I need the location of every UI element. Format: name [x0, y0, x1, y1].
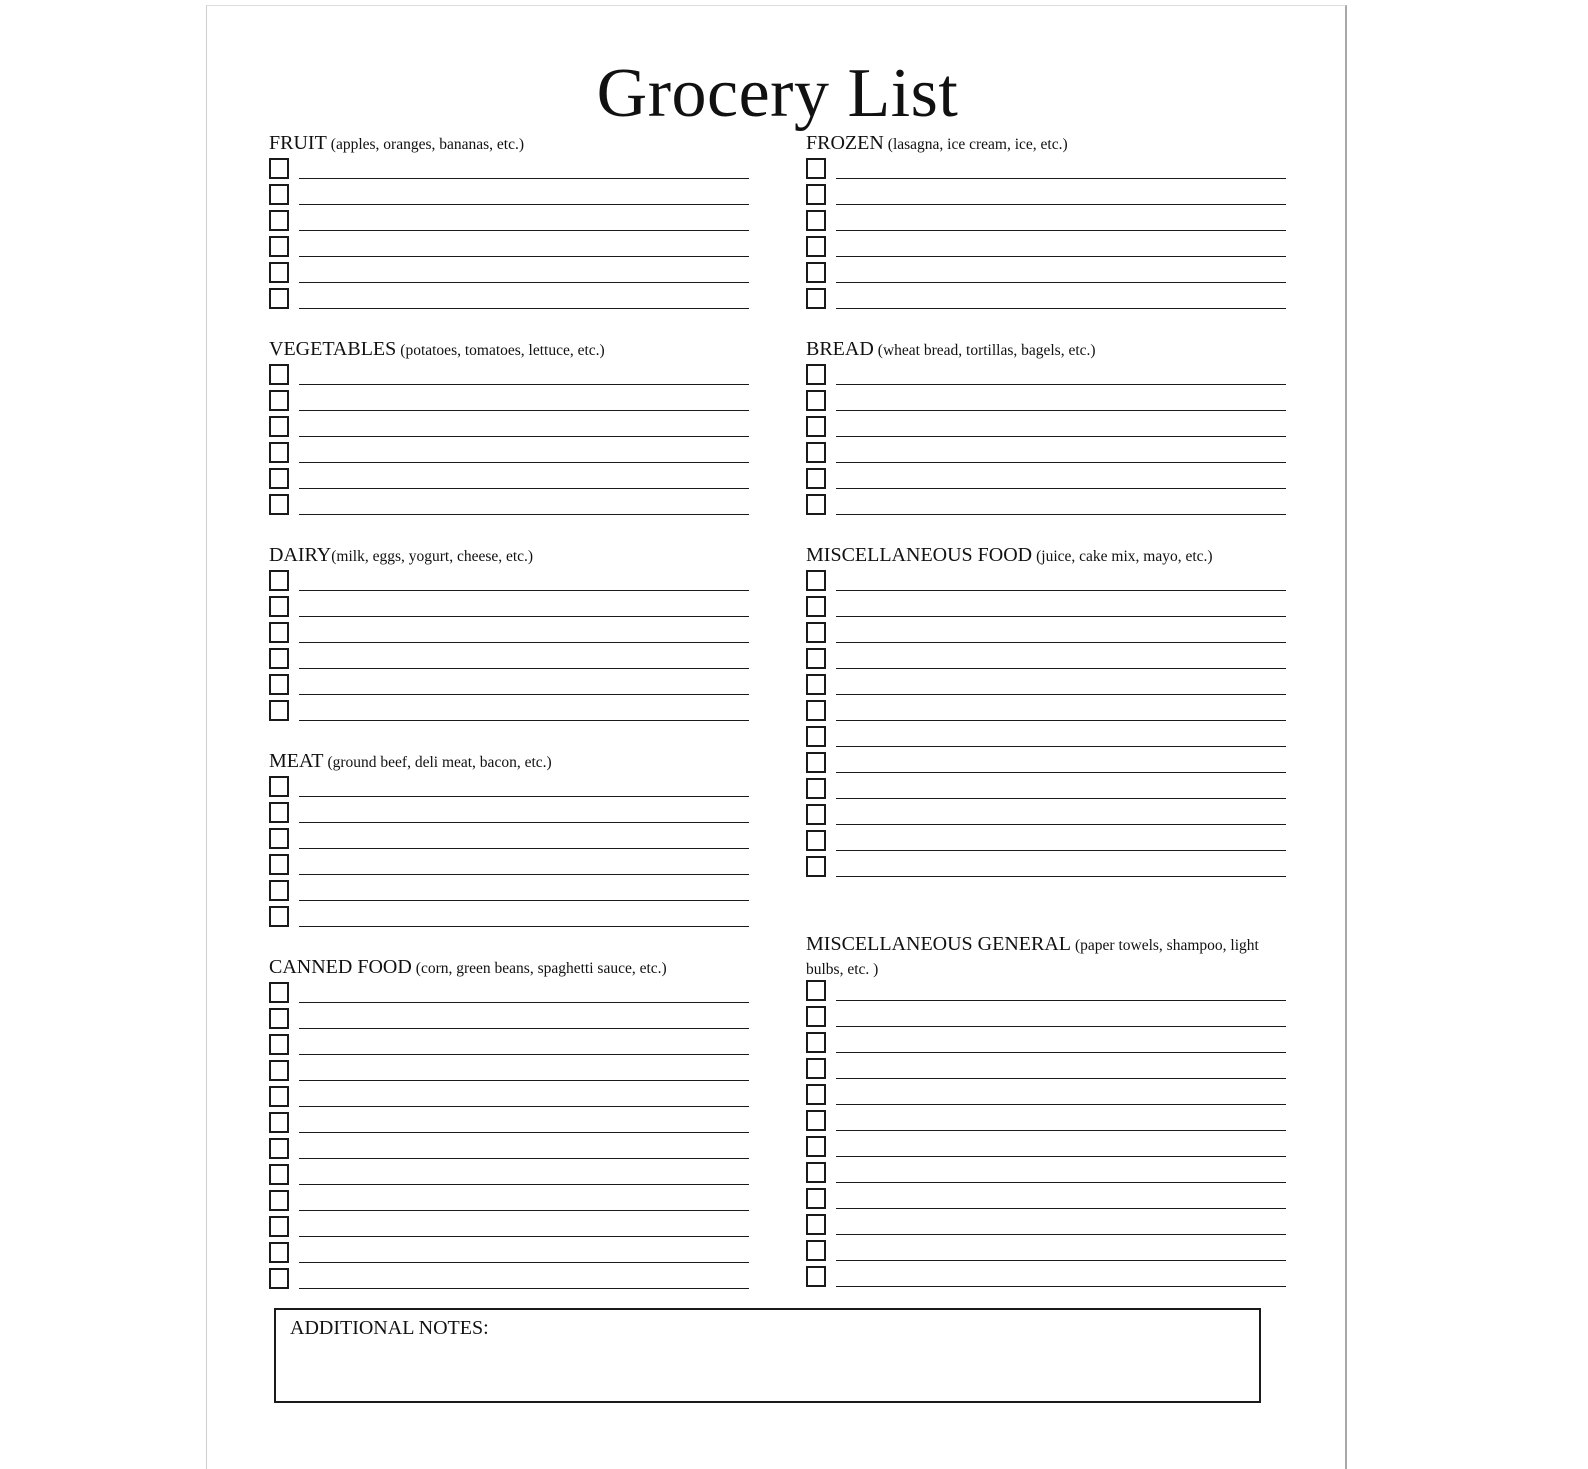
checklist-row	[806, 158, 1286, 180]
checkbox[interactable]	[806, 1188, 826, 1209]
checkbox[interactable]	[269, 1190, 289, 1211]
checklist-row	[269, 390, 749, 412]
write-in-line[interactable]	[299, 1054, 749, 1055]
checklist-row	[806, 416, 1286, 438]
checkbox[interactable]	[269, 982, 289, 1003]
checklist-row	[806, 494, 1286, 516]
write-in-line[interactable]	[836, 1286, 1286, 1287]
section-header	[269, 132, 524, 156]
additional-notes-box[interactable]	[274, 1308, 1261, 1403]
checklist-row	[269, 596, 749, 618]
write-in-line[interactable]	[836, 1078, 1286, 1079]
checklist-row	[269, 364, 749, 386]
write-in-line[interactable]	[836, 1104, 1286, 1105]
page-title: Grocery List	[596, 55, 959, 132]
write-in-line[interactable]	[299, 514, 749, 515]
checklist-row	[806, 570, 1286, 592]
write-in-line[interactable]	[299, 410, 749, 411]
section-examples: (paper towels, shampoo, light bulbs, etc. )	[806, 937, 1259, 978]
write-in-line[interactable]	[836, 1208, 1286, 1209]
checklist-row	[269, 158, 749, 180]
checklist-row	[806, 1058, 1286, 1080]
checklist-row	[806, 1032, 1286, 1054]
checklist-row	[269, 210, 749, 232]
checklist-row	[806, 1110, 1286, 1132]
checkbox[interactable]	[269, 236, 289, 257]
section-title: BREAD	[806, 338, 874, 360]
checkbox[interactable]	[269, 364, 289, 385]
write-in-line[interactable]	[836, 256, 1286, 257]
checklist-row	[806, 364, 1286, 386]
section-examples: (wheat bread, tortillas, bagels, etc.)	[877, 342, 1096, 359]
checkbox[interactable]	[806, 288, 826, 309]
checklist-row	[806, 1214, 1286, 1236]
checkbox[interactable]	[806, 1006, 826, 1027]
section-examples: (corn, green beans, spaghetti sauce, etc.)	[415, 960, 667, 977]
checkbox[interactable]	[806, 416, 826, 437]
write-in-line[interactable]	[299, 1002, 749, 1003]
checkbox[interactable]	[269, 1164, 289, 1185]
checkbox[interactable]	[806, 804, 826, 825]
write-in-line[interactable]	[836, 488, 1286, 489]
write-in-line[interactable]	[299, 1106, 749, 1107]
write-in-line[interactable]	[299, 256, 749, 257]
checklist-row	[269, 1216, 749, 1238]
checkbox[interactable]	[269, 1242, 289, 1263]
checkbox[interactable]	[806, 778, 826, 799]
write-in-line[interactable]	[299, 1288, 749, 1289]
checklist-row	[806, 184, 1286, 206]
checkbox[interactable]	[806, 1032, 826, 1053]
checkbox[interactable]	[269, 596, 289, 617]
write-in-line[interactable]	[836, 772, 1286, 773]
write-in-line[interactable]	[299, 488, 749, 489]
section-header	[806, 338, 1096, 362]
checkbox[interactable]	[806, 236, 826, 257]
checklist-row	[269, 1060, 749, 1082]
write-in-line[interactable]	[836, 1260, 1286, 1261]
checkbox[interactable]	[269, 1268, 289, 1289]
checkbox[interactable]	[269, 1008, 289, 1029]
checkbox[interactable]	[806, 856, 826, 877]
write-in-line[interactable]	[836, 694, 1286, 695]
checklist-row	[269, 906, 749, 928]
write-in-line[interactable]	[836, 384, 1286, 385]
checklist-row	[806, 1136, 1286, 1158]
checklist-row	[269, 982, 749, 1004]
checkbox[interactable]	[269, 828, 289, 849]
write-in-line[interactable]	[836, 850, 1286, 851]
checklist-row	[269, 262, 749, 284]
checkbox[interactable]	[269, 622, 289, 643]
additional-notes-label: ADDITIONAL NOTES:	[290, 1317, 489, 1339]
checklist-row	[269, 622, 749, 644]
section-title: FROZEN	[806, 132, 884, 154]
checkbox[interactable]	[269, 416, 289, 437]
write-in-line[interactable]	[836, 798, 1286, 799]
write-in-line[interactable]	[299, 204, 749, 205]
checklist-row	[806, 1240, 1286, 1262]
checklist-row	[269, 828, 749, 850]
checkbox[interactable]	[269, 648, 289, 669]
checklist-row	[806, 726, 1286, 748]
checklist-row	[806, 390, 1286, 412]
checklist-row	[269, 184, 749, 206]
write-in-line[interactable]	[299, 822, 749, 823]
checklist-row	[806, 700, 1286, 722]
checkbox[interactable]	[269, 674, 289, 695]
checklist-row	[806, 596, 1286, 618]
checklist-row	[269, 700, 749, 722]
write-in-line[interactable]	[299, 694, 749, 695]
write-in-line[interactable]	[299, 1080, 749, 1081]
section-title: MEAT	[269, 750, 324, 772]
checkbox[interactable]	[269, 468, 289, 489]
write-in-line[interactable]	[836, 1234, 1286, 1235]
checkbox[interactable]	[269, 1216, 289, 1237]
section-title: DAIRY	[269, 544, 332, 566]
write-in-line[interactable]	[836, 1000, 1286, 1001]
checkbox[interactable]	[806, 442, 826, 463]
write-in-line[interactable]	[836, 178, 1286, 179]
checkbox[interactable]	[269, 442, 289, 463]
write-in-line[interactable]	[299, 590, 749, 591]
write-in-line[interactable]	[299, 926, 749, 927]
section-examples: (juice, cake mix, mayo, etc.)	[1036, 548, 1213, 565]
checklist-row	[269, 1138, 749, 1160]
checklist-row	[269, 1190, 749, 1212]
section-title: CANNED FOOD	[269, 956, 412, 978]
write-in-line[interactable]	[299, 796, 749, 797]
checkbox[interactable]	[269, 1138, 289, 1159]
checkbox[interactable]	[806, 596, 826, 617]
checklist-row	[269, 1242, 749, 1264]
checkbox[interactable]	[806, 622, 826, 643]
checklist-row	[806, 1006, 1286, 1028]
checkbox[interactable]	[806, 364, 826, 385]
checkbox[interactable]	[806, 700, 826, 721]
section-examples: (milk, eggs, yogurt, cheese, etc.)	[331, 548, 534, 565]
checkbox[interactable]	[806, 1214, 826, 1235]
grocery-list-page	[206, 5, 1347, 1469]
write-in-line[interactable]	[299, 1028, 749, 1029]
checklist-row	[269, 1034, 749, 1056]
write-in-line[interactable]	[836, 282, 1286, 283]
checkbox[interactable]	[269, 1034, 289, 1055]
write-in-line[interactable]	[836, 1026, 1286, 1027]
checkbox[interactable]	[806, 570, 826, 591]
write-in-line[interactable]	[299, 848, 749, 849]
write-in-line[interactable]	[299, 720, 749, 721]
checklist-row	[269, 1008, 749, 1030]
section-examples: (ground beef, deli meat, bacon, etc.)	[327, 754, 552, 771]
section-title: FRUIT	[269, 132, 327, 154]
section-header	[806, 932, 1266, 982]
write-in-line[interactable]	[299, 616, 749, 617]
checklist-row	[806, 804, 1286, 826]
checkbox[interactable]	[269, 1060, 289, 1081]
write-in-line[interactable]	[836, 746, 1286, 747]
checkbox[interactable]	[806, 726, 826, 747]
checklist-row	[269, 1086, 749, 1108]
write-in-line[interactable]	[299, 436, 749, 437]
write-in-line[interactable]	[299, 230, 749, 231]
checkbox[interactable]	[269, 1112, 289, 1133]
checkbox[interactable]	[269, 210, 289, 231]
checklist-row	[269, 468, 749, 490]
checklist-row	[806, 288, 1286, 310]
write-in-line[interactable]	[836, 720, 1286, 721]
section-header	[269, 544, 533, 568]
checkbox[interactable]	[806, 158, 826, 179]
write-in-line[interactable]	[836, 1130, 1286, 1131]
section-title: MISCELLANEOUS GENERAL	[806, 933, 1071, 955]
checklist-row	[806, 674, 1286, 696]
checkbox[interactable]	[269, 906, 289, 927]
checklist-row	[269, 1268, 749, 1290]
checkbox[interactable]	[806, 1136, 826, 1157]
checkbox[interactable]	[806, 262, 826, 283]
write-in-line[interactable]	[299, 1184, 749, 1185]
write-in-line[interactable]	[836, 1182, 1286, 1183]
checklist-row	[269, 442, 749, 464]
checkbox[interactable]	[806, 468, 826, 489]
section-examples: (apples, oranges, bananas, etc.)	[330, 136, 525, 153]
section-header	[269, 956, 667, 980]
write-in-line[interactable]	[299, 1158, 749, 1159]
write-in-line[interactable]	[299, 384, 749, 385]
checkbox[interactable]	[269, 158, 289, 179]
section-examples: (lasagna, ice cream, ice, etc.)	[887, 136, 1068, 153]
checkbox[interactable]	[806, 184, 826, 205]
checkbox[interactable]	[806, 494, 826, 515]
write-in-line[interactable]	[299, 308, 749, 309]
checkbox[interactable]	[806, 1058, 826, 1079]
checkbox[interactable]	[806, 648, 826, 669]
checklist-row	[269, 1112, 749, 1134]
checklist-row	[806, 648, 1286, 670]
write-in-line[interactable]	[836, 642, 1286, 643]
checklist-row	[806, 1162, 1286, 1184]
checklist-row	[269, 648, 749, 670]
checklist-row	[269, 674, 749, 696]
write-in-line[interactable]	[836, 410, 1286, 411]
write-in-line[interactable]	[836, 1156, 1286, 1157]
write-in-line[interactable]	[836, 514, 1286, 515]
checkbox[interactable]	[269, 288, 289, 309]
write-in-line[interactable]	[299, 178, 749, 179]
write-in-line[interactable]	[836, 876, 1286, 877]
checkbox[interactable]	[806, 1110, 826, 1131]
checkbox[interactable]	[269, 802, 289, 823]
checklist-row	[806, 442, 1286, 464]
write-in-line[interactable]	[299, 900, 749, 901]
checkbox[interactable]	[269, 880, 289, 901]
checklist-row	[806, 622, 1286, 644]
checkbox[interactable]	[269, 184, 289, 205]
checklist-row	[269, 802, 749, 824]
write-in-line[interactable]	[836, 462, 1286, 463]
write-in-line[interactable]	[299, 874, 749, 875]
write-in-line[interactable]	[836, 1052, 1286, 1053]
checkbox[interactable]	[806, 674, 826, 695]
checklist-row	[806, 778, 1286, 800]
section-examples: (potatoes, tomatoes, lettuce, etc.)	[400, 342, 605, 359]
write-in-line[interactable]	[299, 1132, 749, 1133]
checklist-row	[806, 1188, 1286, 1210]
write-in-line[interactable]	[836, 668, 1286, 669]
write-in-line[interactable]	[299, 642, 749, 643]
checklist-row	[806, 752, 1286, 774]
checklist-row	[269, 288, 749, 310]
checklist-row	[269, 854, 749, 876]
write-in-line[interactable]	[836, 616, 1286, 617]
write-in-line[interactable]	[299, 1236, 749, 1237]
checkbox[interactable]	[806, 980, 826, 1001]
checklist-row	[806, 236, 1286, 258]
section-title: VEGETABLES	[269, 338, 397, 360]
write-in-line[interactable]	[299, 1210, 749, 1211]
section-header	[269, 750, 552, 774]
checklist-row	[269, 1164, 749, 1186]
checklist-row	[269, 570, 749, 592]
checkbox[interactable]	[269, 1086, 289, 1107]
checklist-row	[806, 1266, 1286, 1288]
write-in-line[interactable]	[836, 204, 1286, 205]
write-in-line[interactable]	[836, 308, 1286, 309]
checkbox[interactable]	[806, 1240, 826, 1261]
write-in-line[interactable]	[299, 1262, 749, 1263]
checkbox[interactable]	[806, 1266, 826, 1287]
checklist-row	[806, 468, 1286, 490]
checkbox[interactable]	[269, 262, 289, 283]
checklist-row	[806, 856, 1286, 878]
checkbox[interactable]	[806, 752, 826, 773]
checklist-row	[269, 776, 749, 798]
checklist-row	[806, 262, 1286, 284]
checkbox[interactable]	[269, 390, 289, 411]
write-in-line[interactable]	[836, 824, 1286, 825]
section-header	[806, 132, 1068, 156]
checklist-row	[806, 210, 1286, 232]
checkbox[interactable]	[806, 1084, 826, 1105]
checklist-row	[269, 416, 749, 438]
checkbox[interactable]	[269, 494, 289, 515]
checkbox[interactable]	[806, 210, 826, 231]
checklist-row	[806, 1084, 1286, 1106]
checkbox[interactable]	[269, 570, 289, 591]
checklist-row	[806, 830, 1286, 852]
write-in-line[interactable]	[836, 230, 1286, 231]
checkbox[interactable]	[269, 854, 289, 875]
write-in-line[interactable]	[836, 590, 1286, 591]
checklist-row	[806, 980, 1286, 1002]
section-header	[269, 338, 605, 362]
checkbox[interactable]	[806, 1162, 826, 1183]
checkbox[interactable]	[806, 830, 826, 851]
write-in-line[interactable]	[836, 436, 1286, 437]
section-header	[806, 544, 1213, 568]
write-in-line[interactable]	[299, 462, 749, 463]
write-in-line[interactable]	[299, 282, 749, 283]
checklist-row	[269, 236, 749, 258]
checkbox[interactable]	[806, 390, 826, 411]
checklist-row	[269, 880, 749, 902]
checkbox[interactable]	[269, 700, 289, 721]
write-in-line[interactable]	[299, 668, 749, 669]
section-title: MISCELLANEOUS FOOD	[806, 544, 1033, 566]
checkbox[interactable]	[269, 776, 289, 797]
checklist-row	[269, 494, 749, 516]
